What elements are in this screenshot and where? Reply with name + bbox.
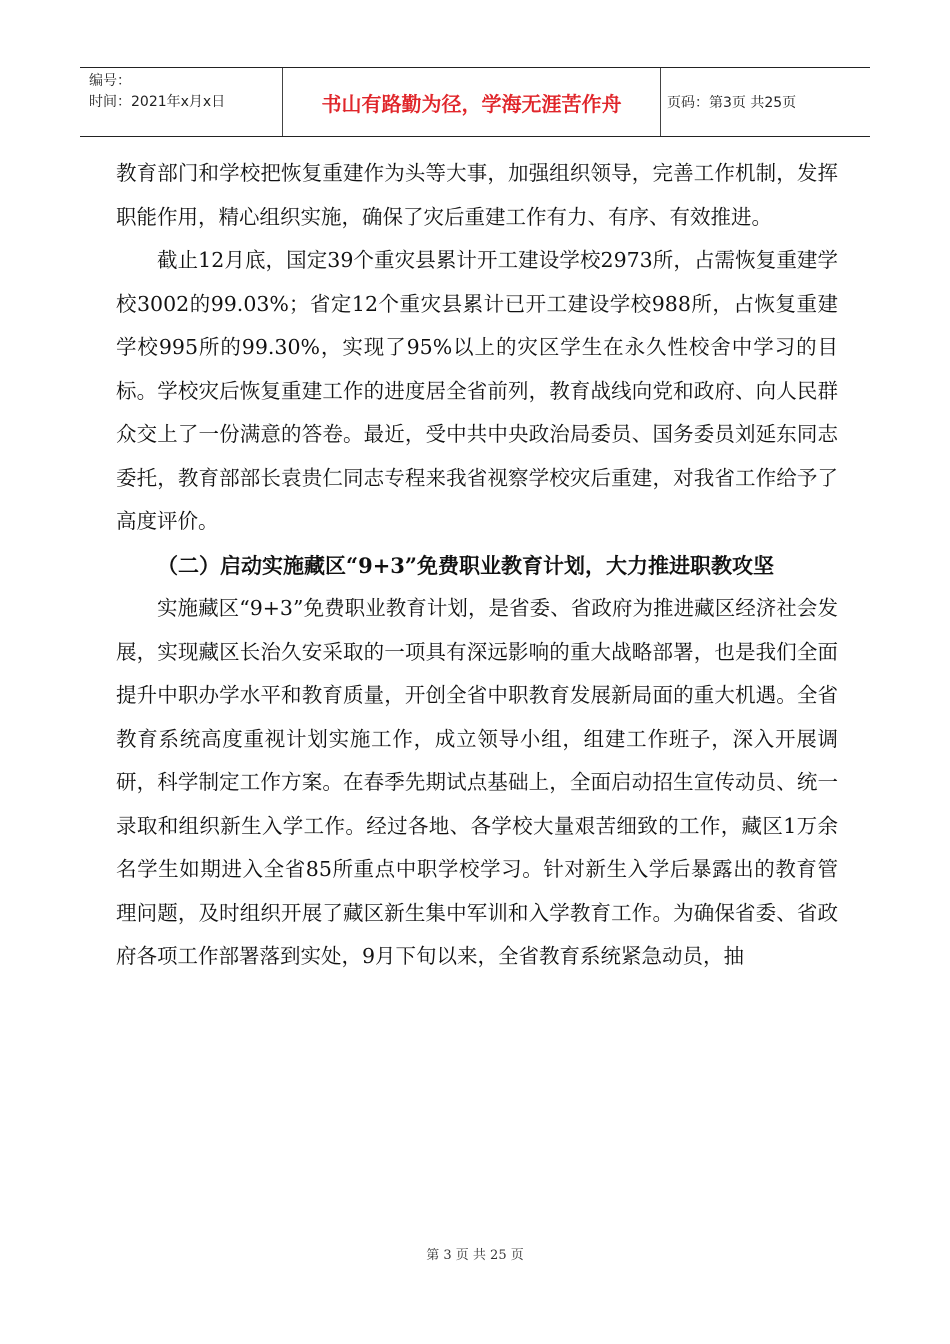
section-heading: （二）启动实施藏区“9+3”免费职业教育计划，大力推进职教攻坚 (157, 552, 774, 578)
header-motto: 书山有路勤为径，学海无涯苦作舟 (282, 68, 661, 136)
paragraph-vocational-plan: 实施藏区“9+3”免费职业教育计划，是省委、省政府为推进藏区经济社会发展，实现藏区长治久安采取的一项具有深远影响的重大战略部署，也是我们全面提升中职办学水平和教育质量，开创全省中职教育发展新局面的重大机遇。全省教育系统高度重视计划实施工作，成立领导小组，组建工作班子，深入开展调研，科学制定工作方案。在春季先期试点基础上，全面启动招生宣传动员、统一录取和组织新生入学工作。经过各地、各学校大量艰苦细致的工作，藏区1万余名学生如期进入全省85所重点中职学校学习。针对新生入学后暴露出的教育管理问题，及时组织开展了藏区新生集中军训和入学教育工作。为确保省委、省政府各项工作部署落到实处，9月下旬以来，全省教育系统紧急动员，抽 (116, 596, 838, 968)
document-number-label: 编号： (89, 73, 131, 89)
header-meta (80, 68, 282, 136)
page-footer: 第 3 页 共 25 页 (426, 1248, 524, 1263)
page-header (80, 67, 870, 137)
paragraph-progress-stats: 截止12月底，国定39个重灾县累计开工建设学校2973所，占需恢复重建学校3002的99.03%；省定12个重灾县累计已开工建设学校988所，占恢复重建学校995所的99.30%，实现了95%以上的灾区学生在永久性校舍中学习的目标。学校灾后恢复重建工作的进度居全省前列，教育战线向党和政府、向人民群众交上了一份满意的答卷。最近，受中共中央政治局委员、国务委员刘延东同志委托，教育部部长袁贵仁同志专程来我省视察学校灾后重建，对我省工作给予了高度评价。 (116, 248, 838, 533)
document-date-label: 时间：2021年x月x日 (89, 94, 226, 110)
document-body (116, 152, 838, 979)
paragraph-continuation: 教育部门和学校把恢复重建作为头等大事，加强组织领导，完善工作机制，发挥职能作用，精心组织实施，确保了灾后重建工作有力、有序、有效推进。 (116, 161, 838, 229)
header-page-number: 页码：第3页 共25页 (667, 95, 797, 111)
